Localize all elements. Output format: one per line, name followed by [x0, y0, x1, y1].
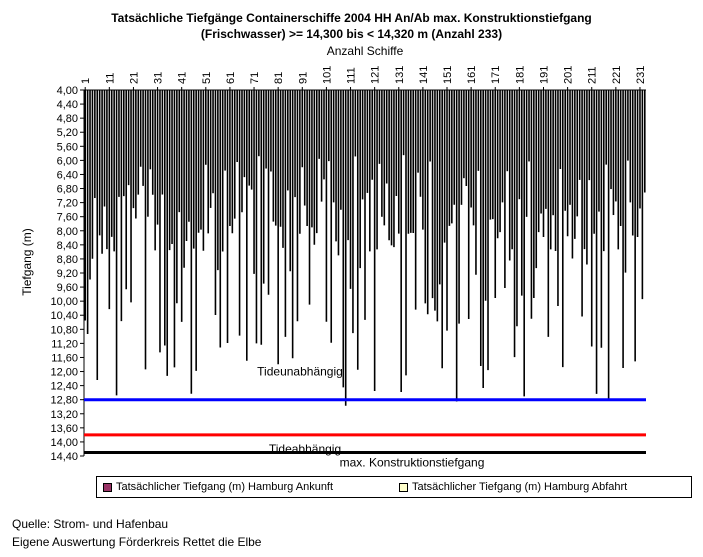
y-tick-label: 13,20 — [50, 408, 78, 421]
y-tick-label: 4,80 — [56, 113, 78, 126]
legend-item-arrival — [103, 481, 333, 493]
y-tick-label: 14,00 — [50, 436, 78, 449]
x-tick-label: 211 — [586, 66, 599, 84]
y-tick-label: 8,80 — [56, 253, 78, 266]
y-tick-label: 4,00 — [56, 85, 78, 97]
legend — [96, 476, 692, 498]
y-tick-label: 7,20 — [56, 197, 78, 210]
x-tick-label: 71 — [249, 71, 262, 84]
x-tick-label: 191 — [538, 65, 551, 84]
reference-line-label: Tideunabhängig — [257, 364, 343, 379]
legend-label-departure: Tatsächlicher Tiefgang (m) Hamburg Abfahrt — [412, 481, 628, 493]
x-tick-label: 11 — [104, 72, 117, 84]
y-tick-label: 7,60 — [56, 211, 78, 224]
y-tick-label: 6,00 — [56, 155, 78, 168]
reference-line-label: max. Konstruktionstiefgang — [339, 455, 485, 470]
y-tick-label: 12,00 — [50, 366, 78, 379]
x-tick-label: 111 — [345, 67, 358, 84]
x-axis-label: Anzahl Schiffe — [326, 44, 404, 58]
y-tick-label: 4,40 — [56, 99, 78, 112]
y-tick-label: 8,40 — [56, 239, 78, 252]
y-tick-label: 12,40 — [50, 380, 78, 393]
x-tick-label: 231 — [634, 65, 647, 84]
chart-title: Tatsächliche Tiefgänge Containerschiffe 2004 HH An/Ab max. Konstruktionstiefgang — [111, 11, 592, 25]
x-tick-label: 151 — [442, 65, 455, 84]
x-tick-label: 181 — [514, 65, 527, 84]
legend-swatch-arrival — [103, 483, 112, 492]
y-tick-label: 10,00 — [50, 296, 78, 309]
x-tick-label: 91 — [297, 71, 310, 84]
y-tick-label: 11,20 — [51, 338, 78, 351]
y-tick-label: 5,20 — [56, 127, 78, 140]
x-tick-label: 131 — [393, 65, 406, 84]
y-tick-label: 9,60 — [56, 282, 78, 295]
x-tick-label: 81 — [273, 71, 286, 84]
y-tick-label: 5,60 — [56, 141, 78, 154]
x-tick-label: 221 — [610, 65, 623, 84]
x-tick-label: 21 — [128, 71, 141, 84]
x-tick-label: 201 — [562, 65, 575, 84]
legend-item-departure — [399, 481, 627, 493]
y-tick-label: 13,60 — [50, 422, 78, 435]
x-tick-label: 51 — [200, 71, 213, 84]
x-tick-label: 101 — [321, 65, 334, 84]
reference-line-label: Tideabhängig — [268, 441, 342, 456]
y-tick-label: 6,40 — [56, 169, 78, 182]
y-tick-label: 11,60 — [51, 352, 78, 365]
legend-swatch-departure — [399, 483, 408, 492]
y-tick-label: 12,80 — [50, 394, 78, 407]
x-tick-label: 161 — [466, 65, 479, 84]
x-tick-label: 41 — [176, 71, 189, 84]
y-tick-label: 8,00 — [56, 225, 78, 238]
legend-label-arrival: Tatsächlicher Tiefgang (m) Hamburg Ankunft — [116, 481, 334, 493]
y-tick-label: 10,80 — [50, 324, 78, 337]
x-tick-label: 171 — [490, 65, 503, 84]
chart-subtitle: (Frischwasser) >= 14,300 bis < 14,320 m (Anzahl 233) — [200, 27, 503, 41]
x-tick-label: 61 — [224, 71, 237, 84]
x-tick-label: 121 — [369, 65, 382, 84]
y-axis-label: Tiefgang (m) — [20, 228, 34, 296]
y-tick-label: 9,20 — [56, 268, 78, 280]
x-tick-label: 31 — [152, 71, 165, 84]
x-tick-label: 141 — [417, 65, 430, 84]
x-tick-label: 1 — [80, 77, 93, 84]
source-line-2: Eigene Auswertung Förderkreis Rettet die Elbe — [12, 535, 262, 549]
y-tick-label: 10,40 — [50, 310, 78, 323]
y-tick-label: 6,80 — [56, 183, 78, 196]
y-tick-label: 14,40 — [50, 451, 78, 463]
source-line-1: Quelle: Strom- und Hafenbau — [12, 517, 169, 531]
